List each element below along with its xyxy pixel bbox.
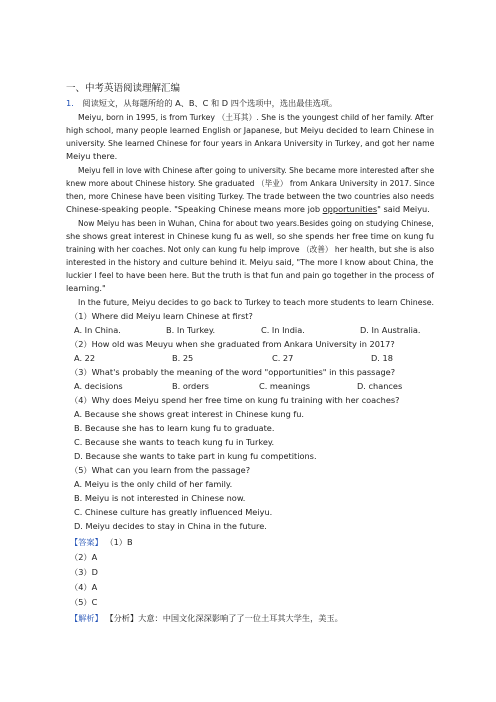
option: B. Meiyu is not interested in Chinese now. bbox=[74, 493, 246, 503]
option: D. Meiyu decides to stay in China in the future. bbox=[74, 521, 267, 531]
question-stem: （5）What can you learn from the passage? bbox=[70, 465, 251, 475]
passage-line: luckier I feel to have been here. But the truth is that fun and pain go together in the process of bbox=[66, 270, 434, 280]
question-stem: （3）What's probably the meaning of the word "opportunities" in this passage? bbox=[70, 367, 396, 377]
answer-item: （4）A bbox=[70, 582, 98, 592]
option: A. decisions bbox=[74, 381, 123, 391]
option: D. 18 bbox=[371, 353, 393, 363]
passage-line: Meiyu fell in love with Chinese after going to university. She became more interested after she bbox=[78, 165, 435, 175]
question-instruction bbox=[66, 97, 337, 109]
passage-line: Meiyu there. bbox=[66, 151, 118, 161]
question-number: 1. bbox=[66, 98, 74, 108]
answer-item: （1）B bbox=[105, 537, 133, 547]
passage-line: Now Meiyu has been in Wuhan, China for about two years.Besides going on studying Chinese, bbox=[78, 218, 434, 228]
answer-tag: 【答案】 bbox=[70, 537, 103, 547]
underlined-word: opportunities bbox=[322, 204, 378, 214]
question-stem: （1）Where did Meiyu learn Chinese at first? bbox=[70, 311, 253, 321]
option: A. Because she shows great interest in Chinese kung fu. bbox=[74, 409, 305, 419]
passage-line: In the future, Meiyu decides to go back to Turkey to teach more students to learn Chinese. bbox=[78, 297, 435, 307]
analysis-block bbox=[70, 612, 343, 624]
option: C. Because she wants to teach kung fu in Turkey. bbox=[74, 437, 275, 447]
option: B. orders bbox=[172, 381, 209, 391]
option: C. meanings bbox=[259, 381, 311, 391]
passage-line: interested in the history and culture behind it. Meiyu said, "The more I know about China, the bbox=[66, 257, 434, 267]
passage-line: she shows great interest in Chinese kung fu as well, so she spends her free time on kung fu bbox=[66, 231, 434, 241]
option: C. 27 bbox=[272, 353, 294, 363]
option: C. In India. bbox=[261, 325, 305, 335]
passage-line: learning." bbox=[66, 283, 106, 293]
option: A. 22 bbox=[74, 353, 96, 363]
passage-line: then, more Chinese have been visiting Turkey. The trade between the two countries also needs bbox=[66, 191, 435, 201]
option: D. chances bbox=[357, 381, 403, 391]
passage-line: university. She learned Chinese for four years in Ankara University in Turkey, and got her name bbox=[66, 138, 435, 148]
analysis-tag: 【解析】 bbox=[70, 613, 103, 623]
option: D. Because she wants to take part in kung fu competitions. bbox=[74, 451, 317, 461]
option: A. In China. bbox=[74, 325, 121, 335]
question-stem: （2）How old was Meuyu when she graduated from Ankara University in 2017? bbox=[70, 339, 395, 349]
option: B. 25 bbox=[172, 353, 194, 363]
question-stem: （4）Why does Meiyu spend her free time on kung fu training with her coaches? bbox=[70, 395, 400, 405]
option: C. Chinese culture has greatly influenced Meiyu. bbox=[74, 507, 273, 517]
instruction-text: 阅读短文，从每题所给的 A、B、C 和 D 四个选项中，选出最佳选项。 bbox=[82, 98, 338, 108]
answer-item: （3）D bbox=[70, 567, 98, 577]
option: D. In Australia. bbox=[360, 325, 421, 335]
passage-line: knew more about Chinese history. She graduated （毕业） from Ankara University in 2017. Since bbox=[66, 178, 435, 188]
passage-line: Chinese-speaking people. "Speaking Chinese means more job opportunities" said Meiyu. bbox=[66, 204, 430, 214]
option: B. Because she has to learn kung fu to graduate. bbox=[74, 423, 275, 433]
option: A. Meiyu is the only child of her family. bbox=[74, 479, 233, 489]
answer-item: （2）A bbox=[70, 552, 98, 562]
answer-block bbox=[70, 536, 133, 548]
section-heading: 一、中考英语阅读理解汇编 bbox=[66, 83, 181, 94]
passage-line: high school, many people learned English or Japanese, but Meiyu decided to learn Chinese in bbox=[66, 125, 435, 135]
option: B. In Turkey. bbox=[166, 325, 216, 335]
passage-line: training with her coaches. Not only can kung fu help improve （改善） her health, but she is also bbox=[66, 244, 434, 254]
answer-item: （5）C bbox=[70, 597, 98, 607]
passage-line: Meiyu, born in 1995, is from Turkey （土耳其）. She is the youngest child of her family. After bbox=[78, 112, 434, 122]
analysis-text: 【分析】大意：中国文化深深影响了了一位土耳其大学生，美玉。 bbox=[105, 613, 343, 623]
